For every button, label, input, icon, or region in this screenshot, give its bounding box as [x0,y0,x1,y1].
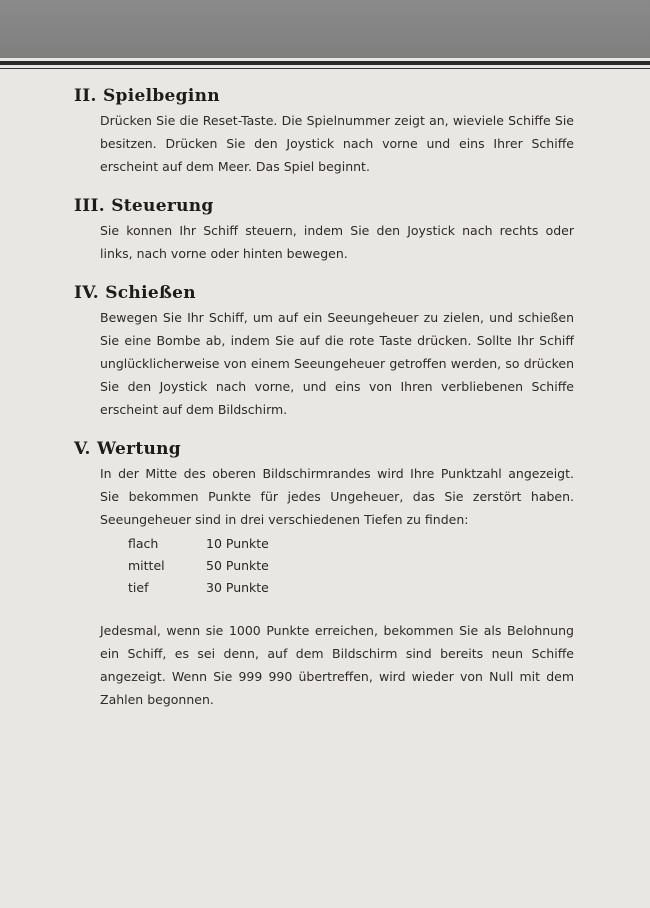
scoring-row [128,555,574,577]
section-paragraph: Sie konnen Ihr Schiff steuern, indem Sie den Joystick nach rechts oder links, nach vorne oder hinten bewegen. [100,223,574,261]
section-heading: V. Wertung [74,439,181,459]
section-paragraph: Drücken Sie die Reset-Taste. Die Spielnummer zeigt an, wieviele Schiffe Sie besitzen. Drücken Sie den Joystick nach vorne und eins Ihrer Schiffe erscheint auf dem Meer. Das Spiel beginnt. [100,113,574,174]
section-paragraph: In der Mitte des oberen Bildschirmrandes wird Ihre Punktzahl angezeigt. Sie bekommen Punkte für jedes Ungeheuer, das Sie zerstört haben. Seeungeheuer sind in drei verschiedenen Tiefen zu finden: [100,466,574,527]
scoring-depth: mittel [128,558,165,573]
closing-paragraph: Jedesmal, wenn sie 1000 Punkte erreichen, bekommen Sie als Belohnung ein Schiff, es sei denn, auf dem Bildschirm sind bereits neun Schiffe angezeigt. Wenn Sie 999 990 übertreffen, wird wieder von Null mit dem Zahlen begonnen. [100,623,574,707]
header-band [0,0,650,58]
scoring-points: 30 Punkte [206,580,269,595]
scoring-depth: tief [128,580,149,595]
section-heading: IV. Schießen [74,283,196,303]
scoring-table [128,533,574,599]
scoring-points: 10 Punkte [206,536,269,551]
scoring-row [128,577,574,599]
manual-page-content [74,86,574,729]
section-heading: III. Steuerung [74,196,214,216]
section-heading: II. Spielbeginn [74,86,220,106]
scoring-depth: flach [128,536,159,551]
section-steuerung [74,196,574,265]
spacer [74,599,574,619]
header-rule-thin [0,68,650,69]
section-paragraph: Bewegen Sie Ihr Schiff, um auf ein Seeungeheuer zu zielen, und schießen Sie eine Bombe ab, indem Sie auf die rote Taste drücken. Sollte Ihr Schiff unglücklicherweise von einem Seeungeheuer getroffen werden, so drücken Sie den Joystick nach vorne, und eins von Ihren verbliebenen Schiffe erscheint auf dem Bildschirm. [100,310,574,417]
scoring-points: 50 Punkte [206,558,269,573]
section-wertung [74,439,574,711]
section-spielbeginn [74,86,574,178]
section-schiessen [74,283,574,421]
scoring-row [128,533,574,555]
header-rule-thick [0,61,650,65]
